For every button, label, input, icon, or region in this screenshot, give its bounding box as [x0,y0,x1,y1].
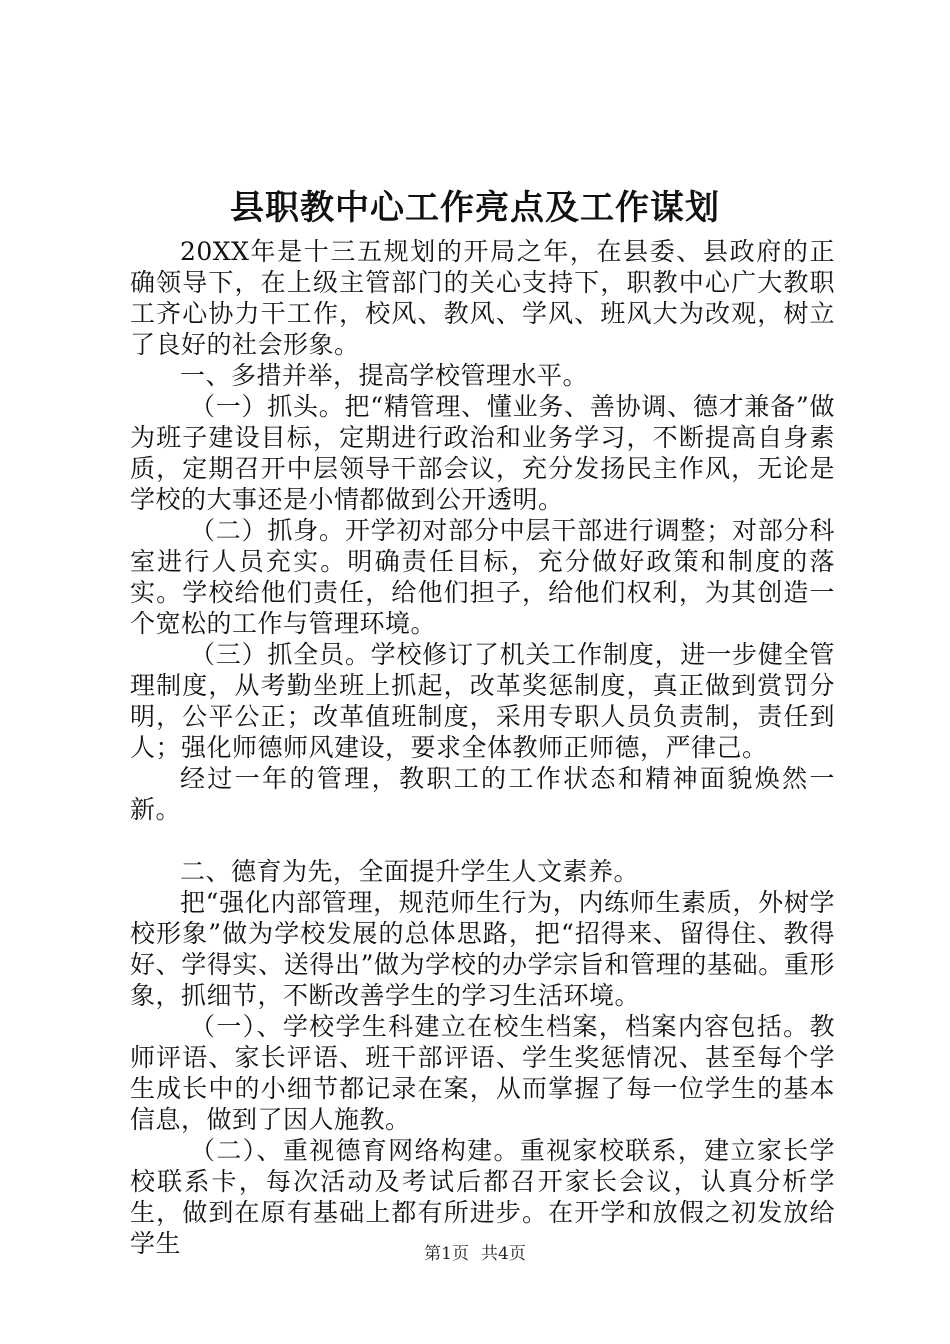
page-total: 共4页 [481,1244,526,1264]
paragraph-spacer [130,825,835,856]
paragraph-1-summary: 经过一年的管理，教职工的工作状态和精神面貌焕然一新。 [130,764,835,824]
section-heading-2: 二、德育为先，全面提升学生人文素养。 [180,857,640,886]
paragraph-1-2: （二）抓身。开学初对部分中层干部进行调整；对部分科室进行人员充实。明确责任目标，充分做好政策和制度的落实。学校给他们责任，给他们担子，给他们权利，为其创造一个宽松的工作与管理环境。 [130,516,835,638]
paragraph-2-intro: 把“强化内部管理，规范师生行为，内练师生素质，外树学校形象”做为学校发展的总体思路，把“招得来、留得住、教得好、学得实、送得出”做为学校的办学宗旨和管理的基础。重形象，抓细节，不断改善学生的学习生活环境。 [130,888,835,1010]
document-body [130,236,835,1259]
paragraph-1-3: （三）抓全员。学校修订了机关工作制度，进一步健全管理制度，从考勤坐班上抓起，改革奖惩制度，真正做到赏罚分明，公平公正；改革值班制度，采用专职人员负责制，责任到人；强化师德师风建设，要求全体教师正师德，严律己。 [130,640,835,762]
paragraph-2-1: （一）、学校学生科建立在校生档案，档案内容包括。教师评语、家长评语、班干部评语、学生奖惩情况、甚至每个学生成长中的小细节都记录在案，从而掌握了每一位学生的基本信息，做到了因人施教。 [130,1012,835,1134]
paragraph-1-1: （一）抓头。把“精管理、懂业务、善协调、德才兼备”做为班子建设目标，定期进行政治和业务学习，不断提高自身素质，定期召开中层领导干部会议，充分发扬民主作风，无论是学校的大事还是小情都做到公开透明。 [130,392,835,514]
document-title: 县职教中心工作亮点及工作谋划 [230,188,720,228]
page-number: 第1页 [424,1244,469,1264]
paragraph-intro: 20XX年是十三五规划的开局之年，在县委、县政府的正确领导下，在上级主管部门的关心支持下，职教中心广大教职工齐心协力干工作，校风、教风、学风、班风大为改观，树立了良好的社会形象。 [130,237,835,359]
section-heading-1: 一、多措并举，提高学校管理水平。 [180,361,589,390]
page-footer [0,1242,950,1266]
paragraph-2-2: （二）、重视德育网络构建。重视家校联系，建立家长学校联系卡，每次活动及考试后都召开家长会议，认真分析学生，做到在原有基础上都有所进步。在开学和放假之初发放给学生 [130,1136,835,1258]
